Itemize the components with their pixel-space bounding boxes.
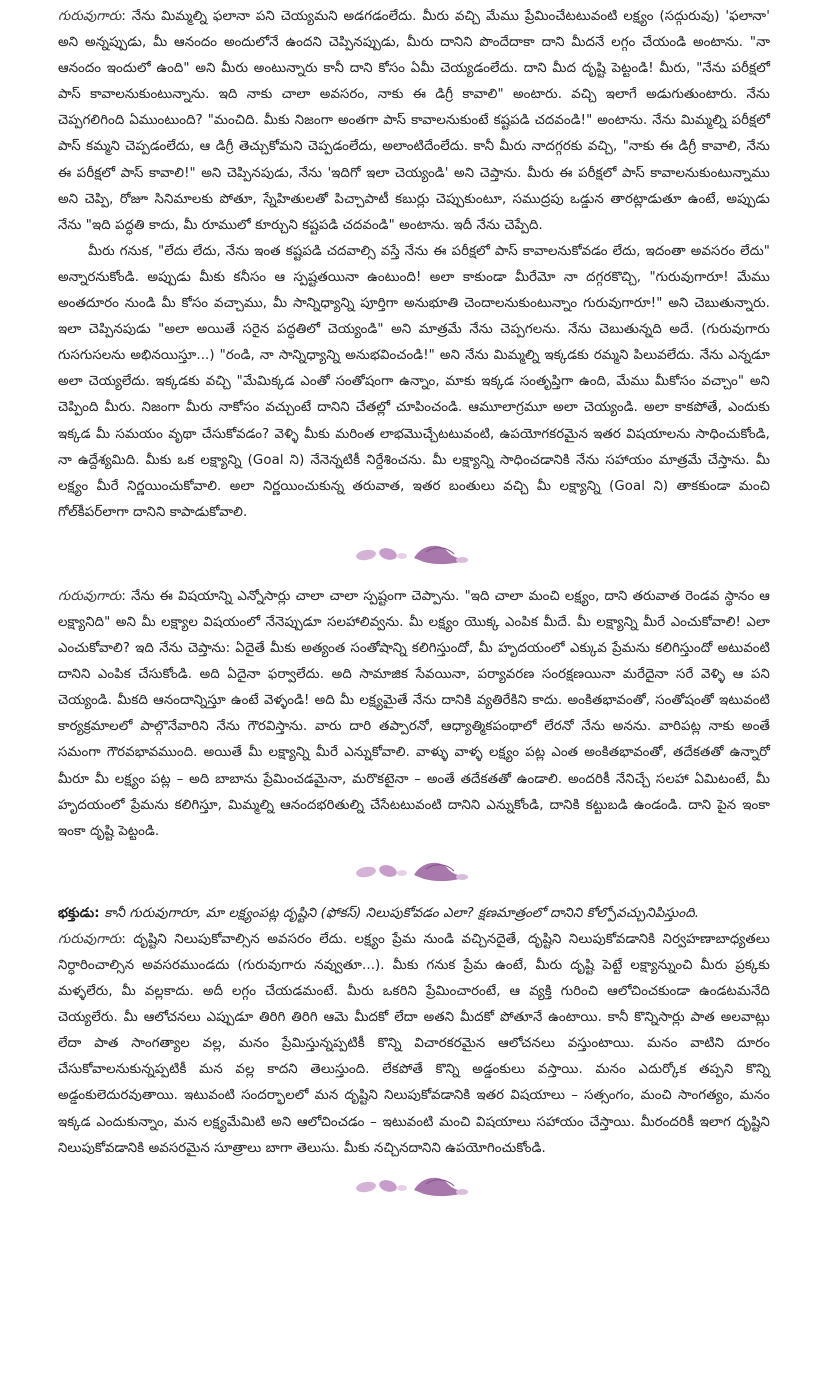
- speaker-colon: :: [94, 905, 105, 921]
- flower-petals-divider-icon: [344, 1170, 484, 1200]
- paragraph-text: నేను ఈ విషయాన్ని ఎన్నోసార్లు చాలా చాలా స్పష్టంగా చెప్పాను. "ఇది చాలా మంచి లక్ష్యం, దాని తరువాత రెండవ స్థానం ఆ లక్ష్యానిది" అని మీ లక్ష్యాల విషయంలో నేనెప్పుడూ సలహాలివ్వను. మీ లక్ష్యం యొక్క ఎంపిక మీదే. మీ లక్ష్యాన్ని మీరే ఎంచుకోవాలి! ఎలా ఎంచుకోవాలి? ఇది నేను చెప్తాను: ఏదైతే మీకు అత్యంత సంతోషాన్ని కలిగిస్తుందో, మీ హృదయంలో ఎక్కువ ప్రేమను కలిగిస్తుందో అటువంటి దానిని ఎంపిక చేసుకోండి. అది ఏదైనా ఫర్వాలేదు. అది సామాజిక సేవయినా, పర్యావరణ సంరక్షణయినా మరేదైనా సరే వెళ్ళి ఆ పని చెయ్యండి. మీకది ఆనందాన్నిస్తూ ఉంటే వెళ్ళండి! అది మీ లక్ష్యమైతే నేను దానికి వ్యతిరేకిని కాదు. అంకితభావంతో, సంతోషంతో ఇటువంటి కార్యక్రమాలలో పాల్గొనేవారిని నేను గౌరవిస్తాను. వారు దారి తప్పారనో, ఆధ్యాత్మికపంథాలో లేరనో నేను అనను. వారిపట్ల నాకు అంతే సమంగా గౌరవభావముంది. అయితే మీ లక్ష్యాన్ని మీరే ఎన్నుకోవాలి. వాళ్ళు వాళ్ళ లక్ష్యం పట్ల ఎంత అంకితభావంతో, తదేకతతో ఉన్నారో మీరూ మీ లక్ష్యం పట్ల – అది బాబాను ప్రేమించడమైనా, మరొకటైనా – అంతే తదేకతతో ఉండాలి. అందరికీ నేనిచ్చే సలహా ఏమిటంటే, మీ హృదయంలో ప్రేమను కలిగిస్తూ, మిమ్మల్ని ఆనందభరితుల్ని చేసేటటువంటి దానిని ఎన్నుకోండి, దానికి కట్టుబడి ఉండండి. దాని పైన ఇంకా ఇంకా దృష్టి పెట్టండి.: [58, 588, 770, 839]
- section-1-paragraph-2: మీరు గనుక, "లేదు లేదు, నేను ఇంత కష్టపడి చదవాల్సి వస్తే నేను ఈ పరీక్షలో పాస్ కావాలనుకోవడం లేదు, ఇదంతా అవసరం లేదు" అన్నారనుకోండి. అప్పుడు మీకు కనీసం ఆ స్పష్టతయినా ఉంటుంది! అలా కాకుండా మీరేమో నా దగ్గరకొచ్చి, "గురువుగారూ! మేము అంతదూరం నుండి మీ కోసం వచ్చాము, మీ సాన్నిధ్యాన్ని పూర్తిగా అనుభూతి చెందాలనుకుంటున్నాం గురువుగారూ!" అని చెబుతున్నారు. ఇలా చెప్పినపుడు "అలా అయితే సరైన పద్ధతిలో చెయ్యండి" అని మాత్రమే నేను చెప్పగలను. నేను చెబుతున్నది అదే. (గురువుగారు గుసగుసలను అభినయిస్తూ...) "రండి, నా సాన్నిధ్యాన్ని అనుభవించండి!" అని నేను మిమ్మల్ని ఇక్కడకు రమ్మని పిలువలేదు. నేను ఎన్నడూ అలా చెయ్యలేదు. ఇక్కడకు వచ్చి "మేమిక్కడ ఎంతో సంతోషంగా ఉన్నాం, మాకు ఇక్కడ సంతృప్తిగా ఉంది, మేము మీకోసం వచ్చాం" అని చెప్పింది మీరు. నిజంగా మీరు నాకోసం వచ్చుంటే దానిని చేతల్లో చూపించండి. ఆమూలాగ్రమూ అలా చెయ్యండి. అలా కాకపోతే, ఎందుకు ఇక్కడ మీ సమయం వృథా చేసుకోవడం? వెళ్ళి మీకు మరింత లాభమొచ్చేటటువంటి, ఉపయోగకరమైన ఇతర విషయాలను సాధించుకోండి, నా ఉద్దేశ్యమిది. మీకు ఒక లక్ష్యాన్ని (Goal ని) నేనెన్నటికీ నిర్దేశించను. మీ లక్ష్యాన్ని సాధించడానికి నేను సహాయం మాత్రమే చేస్తాను. మీ లక్ష్యం మీరే నిర్ణయించుకోవాలి. అలా నిర్ణయించుకున్న తరువాత, ఇతర బంతులు వచ్చి మీ లక్ష్యాన్ని (Goal ని) తాకకుండా మంచి గోల్‌కీపర్‌లాగా దానిని కాపాడుకోవాలి.: [58, 243, 770, 520]
- speaker-label: గురువుగారు: [58, 9, 122, 24]
- question-speaker-label: భక్తుడు: [58, 905, 95, 921]
- paragraph-text: దృష్టిని నిలుపుకోవాల్సిన అవసరం లేదు. లక్ష్యం ప్రేమ నుండి వచ్చినదైతే, దృష్టిని నిలుపుకోవడానికి నిర్వహణాబాధ్యతలు నిర్ధారించాల్సిన అవసరముండదు (గురువుగారు నవ్వుతూ...). మీకు గనుక ప్రేమ ఉంటే, మీరు దృష్టి పెట్టే లక్ష్యాన్నుంచి మీరు ప్రక్కకు మళ్ళలేరు, మీ వల్లకాదు. అదీ లగ్గం చేయడమంటే. మీరు ఒకరిని ప్రేమించారంటే, ఆ వ్యక్తి గురించి ఆలోచించకుండా ఉండటమనేది చెయ్యలేరు. మీ ఆలోచనలు ఎప్పుడూ తిరిగి తిరిగి ఆమె మీదకో లేదా అతని మీదకో పోతూనే ఉంటాయి. కానీ కొన్నిసార్లు పాత అలవాట్లు లేదా పాత సాంగత్యాల వల్ల, మనం ప్రేమిస్తున్నప్పటికీ కొన్ని విచారకరమైన ఆలోచనలు వస్తుంటాయి. మనం వాటిని దూరం చేసుకోవాలనుకున్నప్పటికీ మన వల్ల కాదని తెలుస్తుంది. లేకపోతే కొన్ని అడ్డంకులు వస్తాయి. మనం ఎదుర్కోక తప్పని కొన్ని అడ్డంకులెదురవుతాయి. ఇటువంటి సందర్భాలలో మన దృష్టిని నిలుపుకోవడానికి ఇతర విషయాలు – సత్సంగం, మంచి సాంగత్యం, మనం ఇక్కడ ఎందుకున్నాం, మన లక్ష్యమేమిటి అని ఆలోచించడం – ఇటువంటి మంచి విషయాలు సహాయం చేస్తాయి. మీరందరికీ ఇలాగ దృష్టిని నిలుపుకోవడానికి అవసరమైన సూత్రాలు బాగా తెలుసు. మీకు నచ్చినదానిని ఉపయోగించుకోండి.: [58, 931, 770, 1156]
- section-3-paragraph-1: [58, 927, 770, 1162]
- paragraph-text: నేను మిమ్మల్ని ఫలానా పని చెయ్యమని అడగడంలేదు. మీరు వచ్చి మేము ప్రేమించేటటువంటి లక్ష్యం (సద్గురువు) 'ఫలానా' అని అన్నప్పుడు, మీ ఆనందం అందులోనే ఉందని చెప్పినప్పుడు, మీరు దానిని పొందేదాకా దాని మీదనే లగ్గం చేయండి అంటాను. "నా ఆనందం ఇందులో ఉంది" అని మీరు అంటున్నారు కానీ దాని కోసం ఏమీ చెయ్యడంలేదు. దాని మీద దృష్టి పెట్టండి! మీరు, "నేను పరీక్షలో పాస్ కావాలనుకుంటున్నాను. ఇది నాకు చాలా అవసరం, నాకు ఈ డిగ్రీ కావాలి" అంటారు. వచ్చి ఇలాగే అడుగుతుంటారు. నేను చెప్పగలిగింది ఏముంటుంది? "మంచిది. మీకు నిజంగా అంతగా పాస్ కావాలనుకుంటే కష్టపడి చదవండి!" అంటాను. నేను మిమ్మల్ని పరీక్షలో పాస్ కమ్మని చెప్పడంలేదు, ఆ డిగ్రీ తెచ్చుకోమని చెప్పడంలేదు, అలాంటిదేంలేదు. కానీ మీరు నాదగ్గరకు వచ్చి, "నాకు ఈ డిగ్రీ కావాలి, నేను ఈ పరీక్షలో పాస్ కావాలి!" అని చెప్పినపుడు, నేను 'ఇదిగో ఇలా చెయ్యండి' అని చెప్తాను. మీరు ఈ పరీక్షలో పాస్ కావాలనుకుంటున్నాము అని చెప్పి, రోజూ సినిమాలకు పోతూ, స్నేహితులతో పిచ్చాపాటీ కబుర్లు చెప్పుకుంటూ, సముద్రపు ఒడ్డున తారట్లాడుతూ ఉంటే, అప్పుడు నేను "ఇది పద్ధతి కాదు, మీ రూములో కూర్చుని కష్టపడి చదవండి" అంటాను. ఇదీ నేను చెప్పేది.: [58, 9, 770, 233]
- speaker-label: గురువుగారు: [58, 931, 122, 947]
- speaker-label: గురువుగారు: [58, 588, 122, 604]
- speaker-colon: :: [121, 9, 132, 24]
- section-2-paragraph-1: [58, 584, 770, 845]
- flower-petals-divider-icon: [344, 538, 484, 568]
- devotee-question: [58, 901, 770, 927]
- section-1-paragraph-1: [58, 4, 770, 239]
- document-page: [58, 4, 770, 1200]
- speaker-colon: :: [121, 931, 134, 947]
- flower-petals-divider-icon: [344, 855, 484, 885]
- question-text: కానీ గురువుగారూ, మా లక్ష్యంపట్ల దృష్టిని (ఫోకస్) నిలుపుకోవడం ఎలా? క్షణమాత్రంలో దానిని కోల్పోవచ్చునిపిస్తుంది.: [104, 905, 700, 921]
- speaker-colon: :: [121, 588, 132, 604]
